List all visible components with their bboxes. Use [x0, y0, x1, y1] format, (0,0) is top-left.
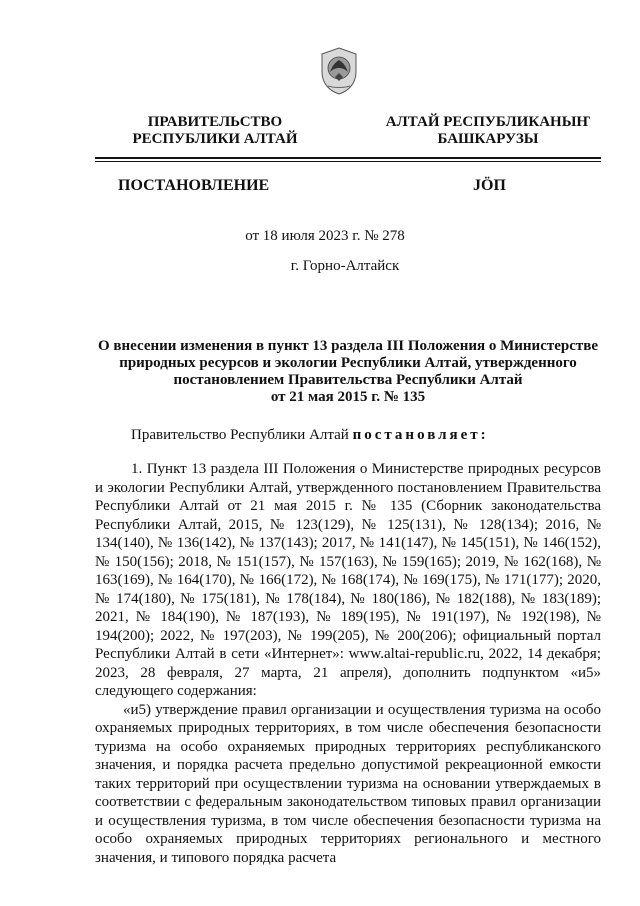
- header-left-line2: РЕСПУБЛИКИ АЛТАЙ: [132, 131, 298, 147]
- header-right-line1: АЛТАЙ РЕСПУБЛИКАНЫҤ: [385, 114, 591, 130]
- document-body: [95, 460, 601, 867]
- intro-resolves: постановляет:: [352, 427, 489, 443]
- title-line: постановлением Правительства Республики Алтай: [173, 372, 523, 388]
- header-divider-thick: [95, 157, 601, 159]
- resolution-intro: [131, 427, 489, 444]
- header-left-line1: ПРАВИТЕЛЬСТВО: [147, 114, 283, 130]
- header-right: [368, 114, 608, 148]
- document-date: от 18 июля 2023 г. № 278: [245, 228, 405, 244]
- header-left: [95, 114, 335, 148]
- doc-type-ru: ПОСТАНОВЛЕНИЕ: [118, 177, 270, 194]
- intro-prefix: Правительство Республики Алтай: [131, 427, 353, 443]
- doc-type-alt: JӦП: [473, 177, 506, 194]
- body-paragraph: «и5) утверждение правил организации и осуществления туризма на особо охраняемых природных территориях, в том числе обеспечения безопасности туризма на особо охраняемых природных территориях республиканского значения, и порядка расчета предельно допустимой рекреационной емкости таких территорий при осуществлении туризма на основании утверждаемых в соответствии с федеральным законодательством типовых правил организации и осуществления туризма, в том числе обеспечения безопасности туризма на особо охраняемых природных территориях регионального и местного значения, и типового порядка расчета: [95, 701, 601, 866]
- document-city: г. Горно-Алтайск: [290, 258, 400, 274]
- document-title: [88, 338, 608, 406]
- header-divider-thin: [95, 161, 601, 162]
- title-line: О внесении изменения в пункт 13 раздела III Положения о Министерстве: [97, 338, 599, 354]
- body-paragraph: 1. Пункт 13 раздела III Положения о Министерстве природных ресурсов и экологии Республики Алтай, утвержденного постановлением Правительства Республики Алтай от 21 мая 2015 г. № 135 (Сборник законодательства Республики Алтай, 2015, № 123(129), № 125(131), № 128(134); 2016, № 134(140), № 136(142), № 137(143); 2017, № 141(147), № 145(151), № 146(152), № 150(156); 2018, № 151(157), № 157(163), № 159(165); 2019, № 162(168), № 163(169), № 164(170), № 166(172), № 168(174), № 169(175), № 171(177); 2020, № 174(180), № 175(181), № 178(184), № 180(186), № 182(188), № 183(189); 2021, № 184(190), № 187(193), № 189(195), № 191(197), № 192(198), № 194(200); 2022, № 197(203), № 199(205), № 200(206); официальный портал Республики Алтай в сети «Интернет»: www.altai-republic.ru, 2022, 14 декабря; 2023, 28 февраля, 27 марта, 21 апреля), дополнить подпунктом «и5» следующего содержания:: [95, 461, 601, 699]
- header-right-line2: БАШКАРУЗЫ: [437, 131, 539, 147]
- title-line: от 21 мая 2015 г. № 135: [270, 389, 426, 405]
- coat-of-arms-icon: [318, 46, 360, 96]
- title-line: природных ресурсов и экологии Республики Алтай, утвержденного: [119, 355, 577, 371]
